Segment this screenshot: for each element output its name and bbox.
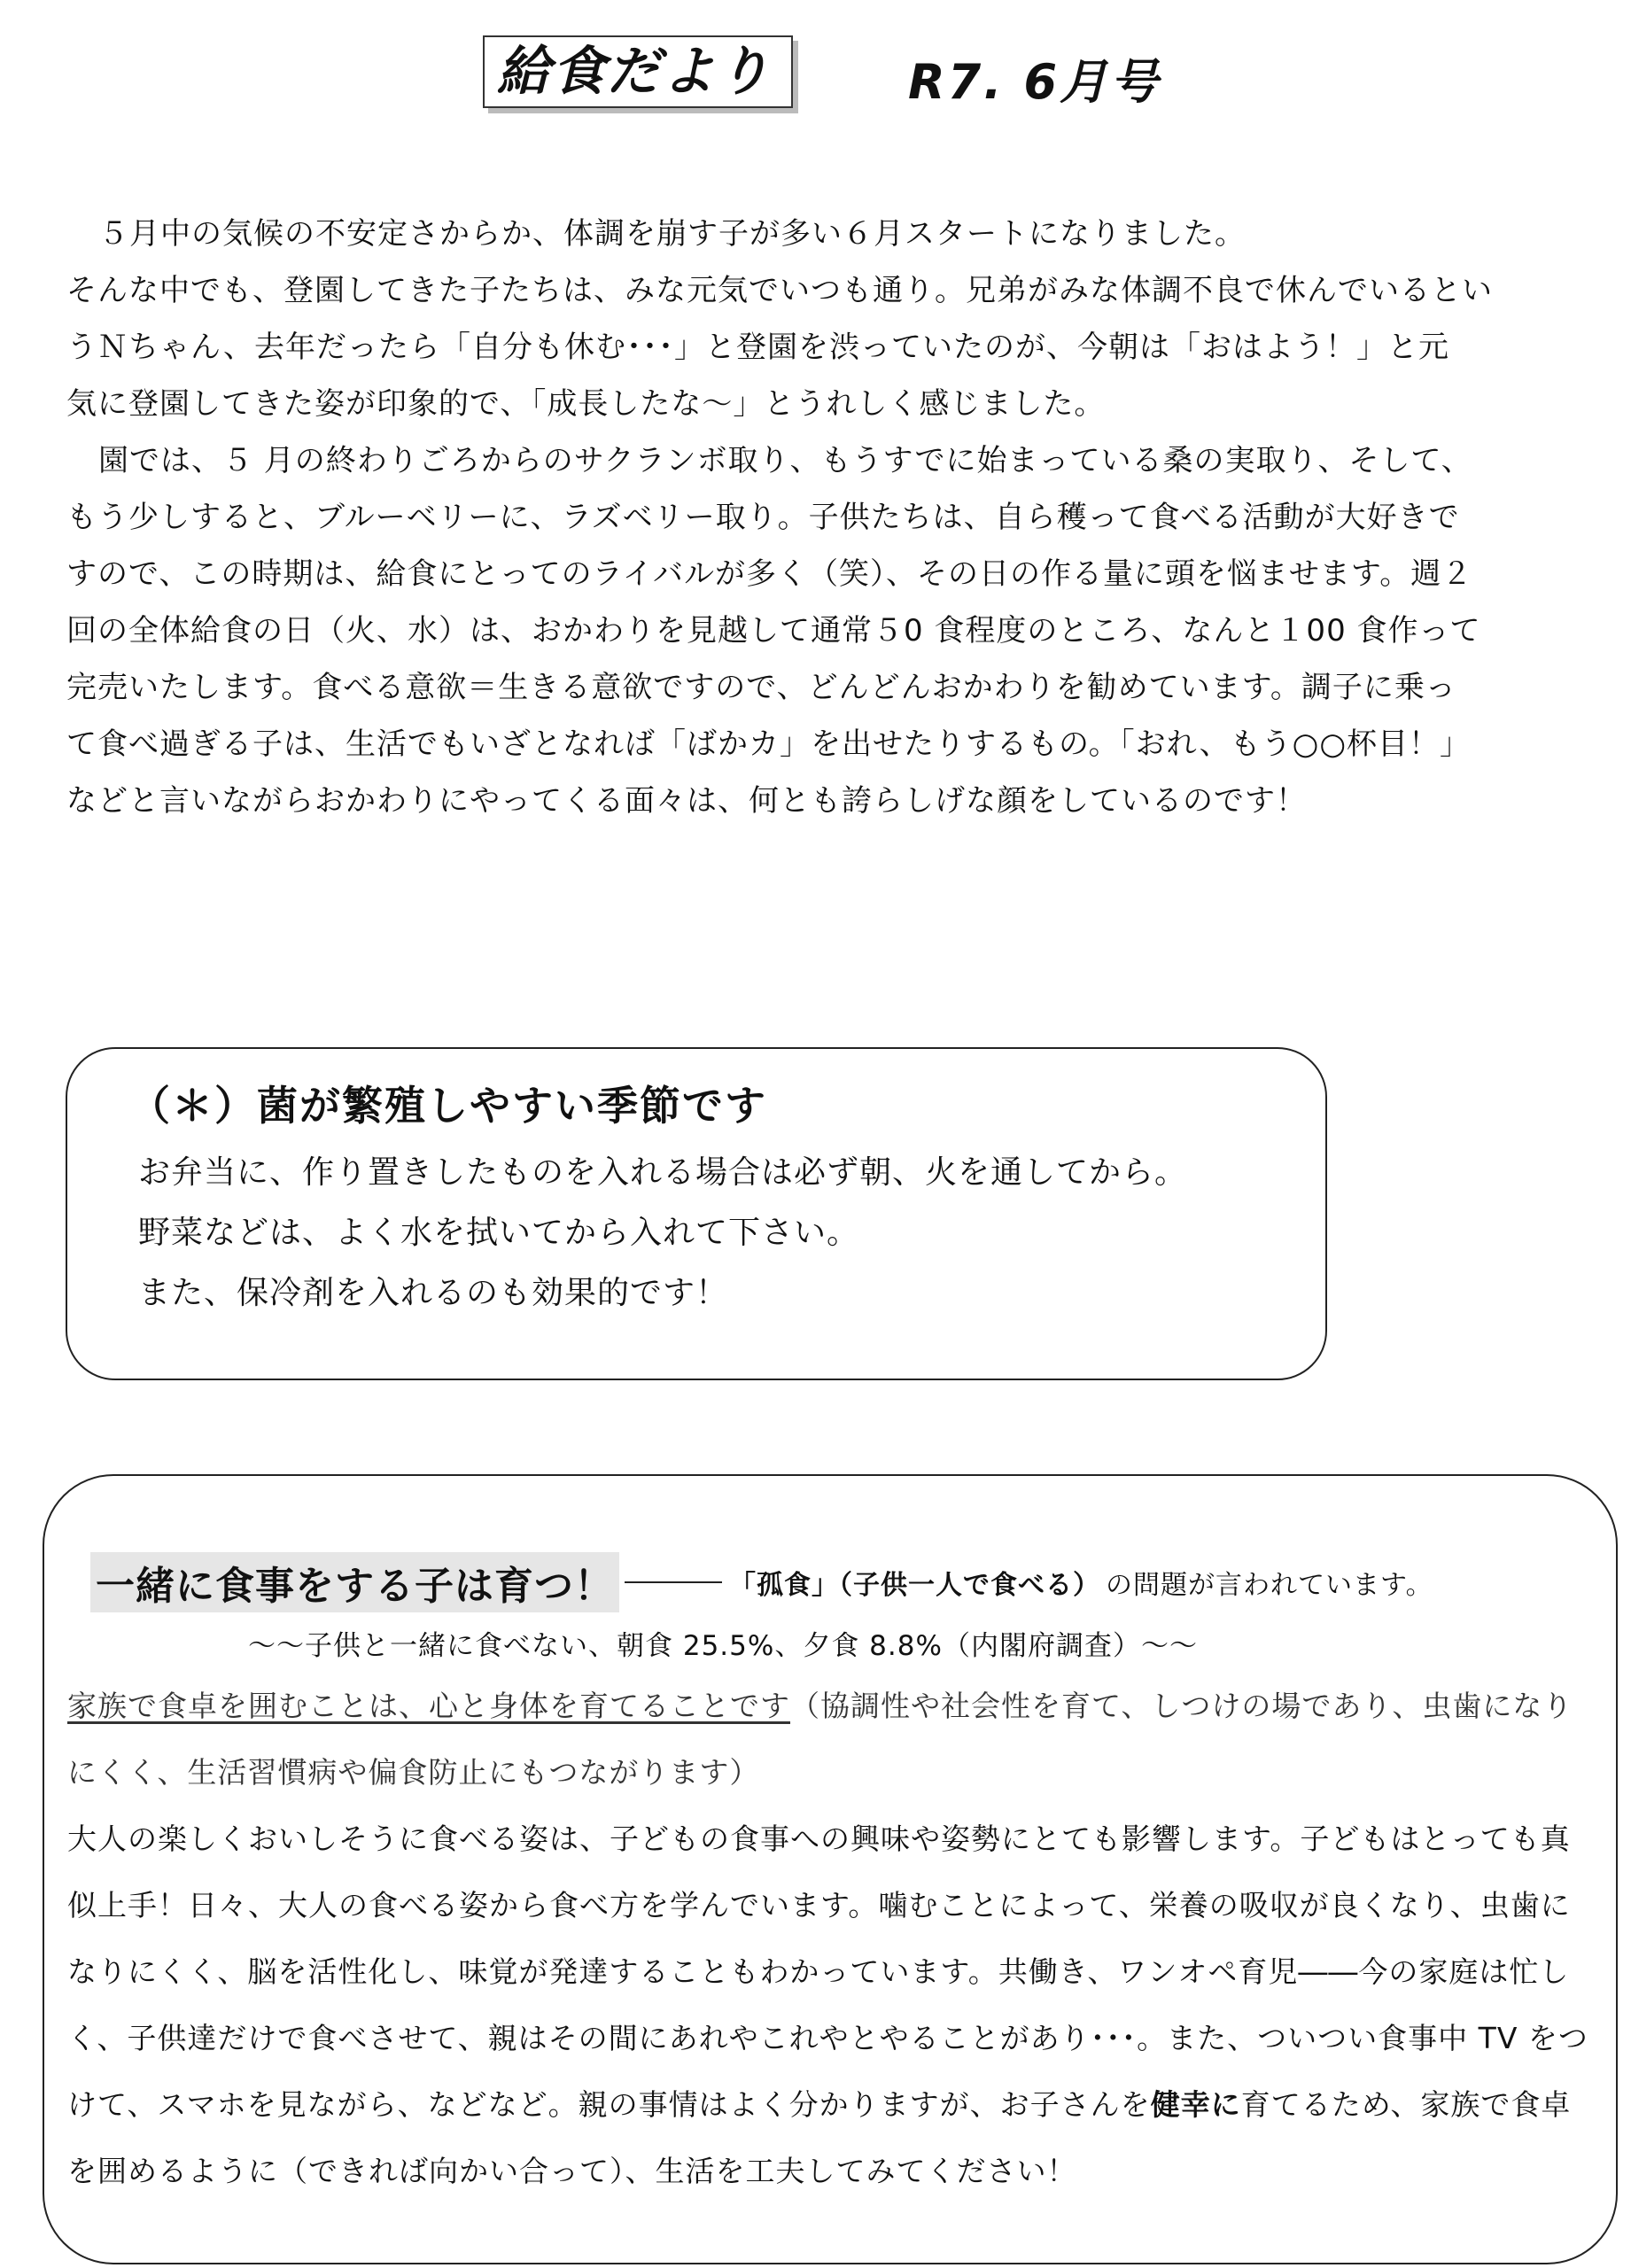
- eating-line: なりにくく、脳を活性化し、味覚が発達することもわかっています。共働き、ワンオペ育児――今の家庭は忙し: [67, 1954, 1570, 1989]
- intro-line: すので、この時期は、給食にとってのライバルが多く（笑）、その日の作る量に頭を悩ませます。週２: [66, 556, 1473, 592]
- intro-line: などと言いながらおかわりにやってくる面々は、何とも誇らしげな顔をしているのです！: [66, 783, 1307, 819]
- germ-season-text: [138, 1143, 1187, 1324]
- eating-together-subtitle-rest: の問題が言われています。: [1106, 1570, 1433, 1601]
- intro-line: 園では、５ 月の終わりごろからのサクランボ取り、もうすでに始まっている桑の実取り、そして、: [98, 443, 1472, 478]
- claim-rest: （協調性や社会性を育て、しつけの場であり、虫歯になり: [790, 1689, 1573, 1723]
- eating-line: 似上手！日々、大人の食べる姿から食べ方を学んでいます。噛むことによって、栄養の吸収が良くなり、虫歯に: [67, 1888, 1571, 1922]
- germ-season-heading: （＊）菌が繁殖しやすい季節です: [129, 1082, 767, 1130]
- eating-line: を囲めるように（できれば向かい合って）、生活を工夫してみてください！: [67, 2154, 1077, 2188]
- issue-label: R7. 6月号: [908, 54, 1161, 110]
- intro-line: 気に登園してきた姿が印象的で、「成長したな～」とうれしく感じました。: [66, 386, 1106, 422]
- eating-line: く、子供達だけで食べさせて、親はその間にあれやこれやとやることがあり･･･。また、ついつい食事中 TV をつ: [67, 2021, 1588, 2055]
- intro-line: て食べ過ぎる子は、生活でもいざとなれば「ばかカ」を出せたりするもの。「おれ、もう○○杯目！」: [66, 726, 1472, 762]
- germ-season-line: また、保冷剤を入れるのも効果的です！: [138, 1275, 729, 1311]
- germ-season-line: 野菜などは、よく水を拭いてから入れて下さい。: [138, 1215, 860, 1251]
- eating-line: 大人の楽しくおいしそうに食べる姿は、子どもの食事への興味や姿勢にとても影響します。子どもはとっても真: [67, 1821, 1571, 1856]
- eating-line: にくく、生活習慣病や偏食防止にもつながります）: [67, 1755, 760, 1790]
- newsletter-header: [483, 35, 1192, 108]
- eating-line: [67, 2071, 1588, 2138]
- bold-word: 健幸に: [1150, 2087, 1241, 2122]
- newsletter-title: 給食だより: [483, 35, 793, 108]
- intro-line: 完売いたします。食べる意欲＝生きる意欲ですので、どんどんおかわりを勧めています。調子に乗っ: [66, 670, 1456, 705]
- eating-together-title: 一緒に食事をする子は育つ！: [90, 1552, 619, 1612]
- survey-stats: ～～子供と一緒に食べない、朝食 25.5%、夕食 8.8%（内閣府調査）～～: [248, 1630, 1198, 1662]
- eating-together-subtitle: 「孤食」（子供一人で食べる）: [729, 1570, 1100, 1601]
- eating-together-text: [67, 1673, 1588, 2204]
- germ-season-line: お弁当に、作り置きしたものを入れる場合は必ず朝、火を通してから。: [138, 1154, 1188, 1191]
- divider-dash: [625, 1581, 722, 1583]
- eating-line: [67, 1673, 1588, 1739]
- intro-line: うＮちゃん、去年だったら「自分も休む･･･」と登園を渋っていたのが、今朝は「おはよう！」と元: [66, 330, 1450, 365]
- eating-together-header: [90, 1552, 1433, 1612]
- intro-line: そんな中でも、登園してきた子たちは、みな元気でいつも通り。兄弟がみな体調不良で休んでいるとい: [66, 273, 1493, 308]
- intro-line: もう少しすると、ブルーベリーに、ラズベリー取り。子供たちは、自ら穫って食べる活動が大好きで: [66, 500, 1460, 535]
- intro-line: ５月中の気候の不安定さからか、体調を崩す子が多い６月スタートになりました。: [98, 216, 1246, 252]
- intro-line: 回の全体給食の日（火、水）は、おかわりを見越して通常５0 食程度のところ、なんと１00 食作って: [66, 613, 1481, 649]
- eating-together-box: [43, 1474, 1618, 2264]
- intro-paragraph: [66, 206, 1573, 829]
- germ-season-box: [66, 1047, 1327, 1380]
- underlined-claim: 家族で食卓を囲むことは、心と身体を育てることです: [67, 1689, 790, 1723]
- line-pre: けて、スマホを見ながら、などなど。親の事情はよく分かりますが、お子さんを: [67, 2087, 1151, 2122]
- line-post: 育てるため、家族で食卓: [1240, 2087, 1572, 2122]
